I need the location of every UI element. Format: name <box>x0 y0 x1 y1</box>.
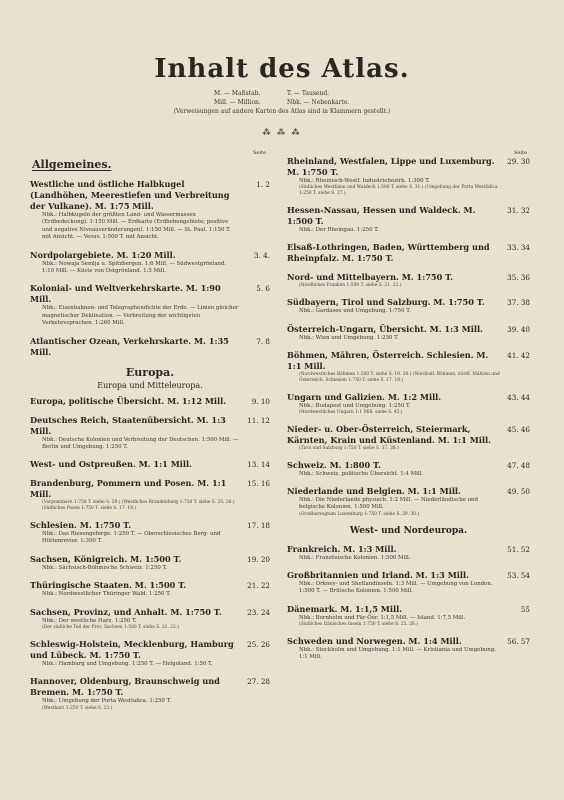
entry-title: Niederlande und Belgien. M. 1:1 Mill. <box>287 486 461 497</box>
page-numbers: 19. 20 <box>247 554 270 564</box>
entry-title: Böhmen, Mähren, Österreich. Schlesien. M. 1:1 Mill. <box>287 350 489 372</box>
entry-inset-maps: Nbk.: Wien und Umgebung. 1:250 T. <box>299 334 399 341</box>
entry-inset-maps: Nbk.: Rheinisch-Westf. Industriebezirk. 1:300 T. <box>299 178 430 184</box>
entry-inset-maps: Nbk.: Sächsisch-Böhmische Schweiz. 1:250 T. <box>42 564 168 571</box>
page-numbers: 49. 50 <box>507 487 530 497</box>
page-numbers: 21. 22 <box>247 581 270 591</box>
entry-title: Brandenburg, Pommern und Posen. M. 1:1 Mill. <box>30 478 227 500</box>
entry-cross-reference: (Nördliches Franken 1:500 T. siehe S. 21. 22.) <box>299 283 402 289</box>
page-numbers: 39. 40 <box>507 324 530 334</box>
entry-title: Österreich-Ungarn, Übersicht. M. 1:3 Mill. <box>287 323 483 334</box>
entry-cross-reference: (Großherzogtum Luxemburg 1:750 T. siehe S. 29. 30.) <box>299 511 420 517</box>
entry-title: Südbayern, Tirol und Salzburg. M. 1:750 T. <box>287 297 485 308</box>
toc-entry <box>287 604 530 628</box>
entry-inset-maps: Nbk.: Budapest und Umgebung. 1:250 T. <box>299 402 411 409</box>
toc-entry <box>30 179 270 242</box>
toc-entry <box>30 283 270 327</box>
page-numbers: 23. 24 <box>247 607 270 617</box>
page-numbers: 7. 8 <box>256 336 270 346</box>
entry-inset-maps: Nbk.: Die Niederlande physisch. 1:2 Mill. — Niederländische und belgische Kolonien. 1:500 Mill. <box>299 497 478 511</box>
toc-entry <box>30 336 270 358</box>
seite-label-right: Seite <box>514 150 527 156</box>
entry-inset-maps: Nbk.: Eisenbahnen- und Telegraphendichte der Erde. — Linien gleicher magnetischer Deklination. — Verbreitung der wichtigsten Verkehrssprachen. 1:260 Mill. <box>42 305 239 327</box>
entry-inset-maps: Nbk.: Nowaja Semlja u. Spitzbergen. 1:6 Mill. — Südwestgrönland. 1:10 Mill. — Küste von Ostgrönland. 1:5 Mill. <box>42 260 227 275</box>
entry-title: Europa, politische Übersicht. M. 1:12 Mill. <box>30 395 227 406</box>
entry-cross-reference: (Westharz 1:250 T. siehe S. 23.) <box>42 705 113 711</box>
page-numbers: 13. 14 <box>247 460 270 470</box>
entry-title: Hannover, Oldenburg, Braunschweig und Bremen. M. 1:750 T. <box>30 676 220 698</box>
toc-entry <box>287 297 530 315</box>
ornament-divider: ⁂ ⁂ ⁂ <box>262 128 302 137</box>
legend-item: Mill. — Million. <box>214 99 261 106</box>
toc-entry <box>287 350 530 384</box>
legend-col-2 <box>287 89 407 107</box>
page-numbers: 25. 26 <box>247 639 270 649</box>
mitteleuropa-continued-list <box>287 156 530 518</box>
entry-title: Ungarn und Galizien. M. 1:2 Mill. <box>287 391 442 402</box>
page-numbers: 31. 32 <box>507 206 530 215</box>
page-numbers: 1. 2 <box>256 180 270 189</box>
entry-cross-reference: (Der südliche Teil der Prov. Sachsen 1:500 T. siehe S. 21. 22.) <box>42 625 179 631</box>
section-heading-europa: Europa. <box>125 365 175 379</box>
entry-inset-maps: Nbk.: Deutsche Kolonien und Verbreitung der Deutschen. 1:500 Mill. — Berlin und Umgebung. 1:250 T. <box>42 436 239 451</box>
page-numbers: 47. 48 <box>507 460 530 470</box>
entry-title: Westliche und östliche Halbkugel (Landhöhen, Meerestiefen und Verbreitung der Vulkane). M. 1:75 Mill. <box>30 179 230 211</box>
toc-entry <box>30 607 270 631</box>
right-column <box>287 142 530 670</box>
entry-title: Hessen-Nassau, Hessen und Waldeck. M. 1:500 T. <box>287 205 476 226</box>
toc-entry <box>30 396 270 407</box>
toc-entry <box>30 554 270 572</box>
page-numbers: 37. 38 <box>507 298 530 308</box>
entry-inset-maps: Nbk.: Halbkugeln der größten Land- und Wassermassen (Erdbedeckung). 1:150 Mill. — Erdkarte (Erdbebengebiete; positive und negative Niveauveränderungen). 1:150 Mill. — St. Paul. 1:150 T. mit Ansicht. — Vesuv. 1:500 T. mit Ansicht. <box>42 212 231 241</box>
toc-entry <box>30 639 270 668</box>
page-numbers: 29. 30 <box>507 157 530 166</box>
entry-title: Schweden und Norwegen. M. 1:4 Mill. <box>287 636 462 647</box>
toc-entry <box>287 205 530 234</box>
entry-title: Schweiz. M. 1:800 T. <box>287 459 381 470</box>
toc-entry <box>287 272 530 289</box>
page-title: Inhalt des Atlas. <box>154 54 410 84</box>
entry-title: Dänemark. M. 1:1,5 Mill. <box>287 603 403 614</box>
entry-title: Großbritannien und Irland. M. 1:3 Mill. <box>287 570 469 581</box>
entry-inset-maps: Nbk.: Gardasee und Umgebung. 1:750 T. <box>299 308 411 315</box>
entry-cross-reference: (Nordwestliches Ungarn 1:1 Mill. siehe S. 42.) <box>299 410 403 416</box>
toc-entry <box>287 424 530 452</box>
entry-inset-maps: Nbk.: Das Riesengebirge. 1:250 T. — Oberschlesisches Berg- und Hüttenrevier. 1:300 T. <box>42 531 221 545</box>
entry-title: Schlesien. M. 1:750 T. <box>30 520 132 531</box>
toc-entry <box>287 392 530 416</box>
entry-cross-reference: (Südliches Dänisches Inseln 1:750 T. siehe S. 25. 26.) <box>299 622 418 628</box>
legend-item: Nbk. — Nebenkarte. <box>287 99 350 106</box>
toc-entry <box>30 250 270 276</box>
subsection-heading-mitteleuropa: Europa und Mitteleuropa. <box>97 380 203 390</box>
entry-inset-maps: Nbk.: Hamburg und Umgebung. 1:250 T. — Helgoland. 1:50 T. <box>42 660 213 667</box>
west-nordeuropa-list <box>287 544 530 662</box>
section-heading-allgemeines: Allgemeines. <box>32 158 112 171</box>
entry-title: Deutsches Reich, Staatenübersicht. M. 1:3 Mill. <box>30 414 226 436</box>
toc-entry <box>287 242 530 264</box>
entry-inset-maps: Nbk.: Der Rheingau. 1:250 T. <box>299 227 379 233</box>
page-numbers: 43. 44 <box>507 392 530 402</box>
toc-entry <box>287 544 530 562</box>
entry-cross-reference: (Südliches Westfalen und Waldeck 1:500 T. siehe S. 31.) (Umgebung der Porta Westfalica 1:250 T. siehe S. 27.) <box>299 185 498 197</box>
entry-inset-maps: Nbk.: Orkney- und Shetlandinseln. 1:3 Mill. — Umgebung von London. 1:500 T. — Britische Kolonien. 1:500 Mill. <box>299 581 493 595</box>
left-column <box>30 142 270 720</box>
entry-inset-maps: Nbk.: Der westliche Harz. 1:250 T. <box>42 617 137 624</box>
toc-entry <box>30 415 270 452</box>
entry-title: West- und Ostpreußen. M. 1:1 Mill. <box>30 459 192 470</box>
page-numbers: 5. 6 <box>256 284 270 294</box>
entry-cross-reference: (Nordwestliches Böhmen 1:500 T. siehe S. 19. 20.) (Nordöstl. Böhmen, nördl. Mähren und Österreich. Schlesien 1:750 T. siehe S. 17. 18.) <box>299 372 500 383</box>
toc-entry <box>287 636 530 662</box>
page-numbers: 35. 36 <box>507 273 530 283</box>
toc-entry <box>287 570 530 596</box>
entry-title: Nordpolargebiete. M. 1:20 Mill. <box>30 249 176 260</box>
page-numbers: 17. 18 <box>247 521 270 531</box>
toc-entry <box>30 478 270 512</box>
entry-title: Nord- und Mittelbayern. M. 1:750 T. <box>287 272 454 283</box>
allgemeines-list <box>30 179 270 358</box>
entry-title: Thüringische Staaten. M. 1:500 T. <box>30 580 187 591</box>
toc-entry <box>287 486 530 518</box>
entry-title: Kolonial- und Weltverkehrskarte. M. 1:90 Mill. <box>30 283 221 305</box>
section-heading-west-nordeuropa: West- und Nordeuropa. <box>349 525 468 536</box>
toc-entry <box>30 459 270 470</box>
entry-inset-maps: Nbk.: Nordwestlicher Thüringer Wald. 1:250 T. <box>42 591 171 598</box>
page-numbers: 51. 52 <box>507 544 530 554</box>
entry-title: Nieder- u. Ober-Österreich, Steiermark, Kärnten, Krain und Küstenland. M. 1:1 Mill. <box>287 423 491 445</box>
toc-entry <box>287 156 530 197</box>
seite-label-left: Seite <box>253 150 266 156</box>
entry-title: Schleswig-Holstein, Mecklenburg, Hamburg und Lübeck. M. 1:750 T. <box>30 638 234 660</box>
toc-entry <box>287 324 530 342</box>
entry-title: Elsaß-Lothringen, Baden, Württemberg und Rheinpfalz. M. 1:750 T. <box>287 242 490 264</box>
page-numbers: 33. 34 <box>507 243 530 253</box>
page-numbers: 3. 4. <box>254 250 270 260</box>
entry-title: Atlantischer Ozean, Verkehrskarte. M. 1:35 Mill. <box>30 335 229 357</box>
toc-entry <box>30 676 270 711</box>
entry-title: Sachsen, Königreich. M. 1:500 T. <box>30 553 182 564</box>
entry-inset-maps: Nbk.: Stockholm und Umgebung. 1:1 Mill. — Kristiania und Umgebung. 1:1 Mill. <box>299 647 496 661</box>
entry-title: Sachsen, Provinz, und Anhalt. M. 1:750 T. <box>30 606 222 617</box>
europa-list <box>30 396 270 712</box>
page-numbers: 55 <box>520 604 530 614</box>
entry-inset-maps: Nbk.: Schweiz, politische Übersicht. 1:4 Mill. <box>299 470 423 477</box>
entry-cross-reference: (Tirol und Salzburg 1:750 T. siehe S. 37. 38.) <box>299 445 399 451</box>
toc-entry <box>30 580 270 598</box>
page-numbers: 56. 57 <box>507 637 530 647</box>
legend-item: T. — Tausend. <box>287 90 330 97</box>
entry-title: Rheinland, Westfalen, Lippe und Luxemburg. M. 1:750 T. <box>287 156 495 177</box>
legend-note: (Verweisungen auf andere Karten des Atlas sind in Klammern gestellt.) <box>173 108 391 115</box>
page-numbers: 27. 28 <box>247 677 270 687</box>
page-numbers: 41. 42 <box>507 351 530 361</box>
toc-entry <box>287 460 530 478</box>
entry-cross-reference: (Vorpommern 1:750 T. siehe S. 29.) (Westliches Brandenburg 1:750 T. siehe S. 25. 26.) (Südliches Posen 1:750 T. siehe S. 17. 18.) <box>42 500 235 512</box>
entry-inset-maps: Nbk.: Bornholm und Fär-Öer. 1:1,5 Mill. — Island. 1:7,5 Mill. <box>299 614 466 621</box>
page-numbers: 53. 54 <box>507 571 530 581</box>
legend-item: M. — Maßstab. <box>214 90 261 97</box>
entry-title: Frankreich. M. 1:3 Mill. <box>287 543 397 554</box>
page-numbers: 45. 46 <box>507 424 530 434</box>
page-numbers: 9. 10 <box>251 396 270 406</box>
page-numbers: 11. 12 <box>247 415 270 425</box>
entry-inset-maps: Nbk.: Französische Kolonien. 1:500 Mill. <box>299 554 411 561</box>
toc-entry <box>30 520 270 546</box>
entry-inset-maps: Nbk.: Umgebung der Porta Westfalica. 1:250 T. <box>42 698 172 705</box>
page-numbers: 15. 16 <box>247 479 270 489</box>
